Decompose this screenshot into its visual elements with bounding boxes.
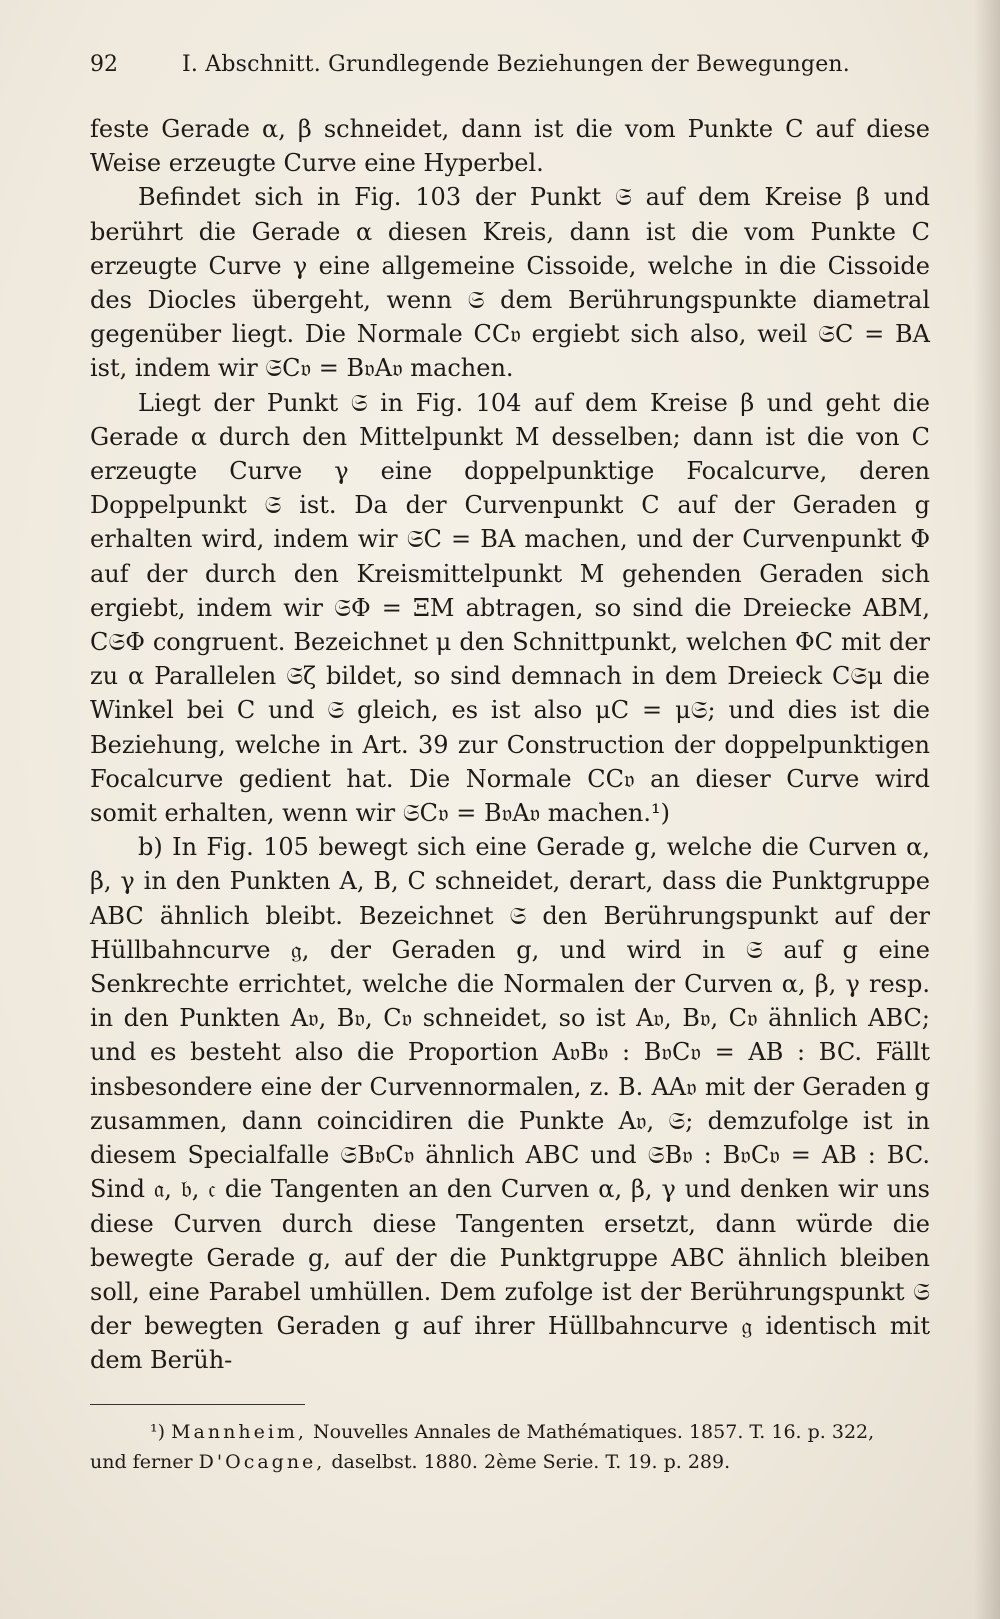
footnote-author-1: Mannheim, xyxy=(171,1420,307,1443)
paragraph-2: Befindet sich in Fig. 103 der Punkt 𝔖 auf dem Kreise β und berührt die Gerade α diesen Kreis, dann ist die vom Punkte C erzeugte Curve γ eine allgemeine Cissoide, welche in die Cissoide des Diocles übergeht, wenn 𝔖 dem Berührungspunkte diametral gegenüber liegt. Die Normale CC𝔳 ergiebt sich also, weil 𝔖C = BA ist, indem wir 𝔖C𝔳 = B𝔳A𝔳 machen. xyxy=(90,183,930,383)
footnote-connector: und ferner xyxy=(90,1450,193,1473)
page-number: 92 xyxy=(90,52,118,77)
footnote-marker: ¹) xyxy=(150,1420,166,1443)
paragraph-3: Liegt der Punkt 𝔖 in Fig. 104 auf dem Kreise β und geht die Gerade α durch den Mittelpunkt M desselben; dann ist die von C erzeugte Curve γ eine doppelpunktige Focalcurve, deren Doppelpunkt 𝔖 ist. Da der Curvenpunkt C auf der Geraden g erhalten wird, indem wir 𝔖C = BA machen, und der Curvenpunkt Φ auf der durch den Kreismittelpunkt M gehenden Geraden sich ergiebt, indem wir 𝔖Φ = ΞM abtragen, so sind die Dreiecke ABM, C𝔖Φ congruent. Bezeichnet μ den Schnittpunkt, welchen ΦC mit der zu α Parallelen 𝔖ζ bildet, so sind demnach in dem Dreieck C𝔖μ die Winkel bei C und 𝔖 gleich, es ist also μC = μ𝔖; und dies ist die Beziehung, welche in Art. 39 zur Construction der doppelpunktigen Focalcurve gedient hat. Die Normale CC𝔳 an dieser Curve wird somit erhalten, wenn wir 𝔖C𝔳 = B𝔳A𝔳 machen.¹) xyxy=(90,388,930,828)
footnote-citation-2: daselbst. 1880. 2ème Serie. T. 19. p. 289. xyxy=(331,1450,731,1473)
running-title: I. Abschnitt. Grundlegende Beziehungen der Bewegungen. xyxy=(182,52,850,77)
footnote-divider xyxy=(90,1404,305,1405)
running-head xyxy=(90,45,930,85)
footnote-author-2: D'Ocagne, xyxy=(198,1450,326,1473)
paragraph-4: b) In Fig. 105 bewegt sich eine Gerade g, welche die Curven α, β, γ in den Punkten A, B, C schneidet, derart, dass die Punktgruppe ABC ähnlich bleibt. Bezeichnet 𝔖 den Berührungspunkt auf der Hüllbahncurve 𝔤, der Geraden g, und wird in 𝔖 auf g eine Senkrechte errichtet, welche die Normalen der Curven α, β, γ resp. in den Punkten A𝔳, B𝔳, C𝔳 schneidet, so ist A𝔳, B𝔳, C𝔳 ähnlich ABC; und es besteht also die Proportion A𝔳B𝔳 : B𝔳C𝔳 = AB : BC. Fällt insbesondere eine der Curvennormalen, z. B. AA𝔳 mit der Geraden g zusammen, dann coincidiren die Punkte A𝔳, 𝔖; demzufolge ist in diesem Specialfalle 𝔖B𝔳C𝔳 ähnlich ABC und 𝔖B𝔳 : B𝔳C𝔳 = AB : BC. Sind 𝔞, 𝔟, 𝔠 die Tangenten an den Curven α, β, γ und denken wir uns diese Curven durch diese Tangenten ersetzt, dann würde die bewegte Gerade g, auf der die Punktgruppe ABC ähnlich bleiben soll, eine Parabel umhüllen. Dem zufolge ist der Berührungspunkt 𝔖 der bewegten Geraden g auf ihrer Hüllbahncurve 𝔤 identisch mit dem Berüh- xyxy=(90,833,930,1375)
footnote-line-2 xyxy=(90,1447,930,1477)
page-edge-shadow xyxy=(974,0,1000,1619)
footnote xyxy=(90,1417,930,1477)
footnote-citation-1: Nouvelles Annales de Mathématiques. 1857. T. 16. p. 322, xyxy=(313,1420,875,1443)
footnote-line-1 xyxy=(90,1417,930,1447)
paragraph-1: feste Gerade α, β schneidet, dann ist die vom Punkte C auf diese Weise erzeugte Curve eine Hyperbel. xyxy=(90,115,930,178)
body-text xyxy=(90,112,930,1378)
